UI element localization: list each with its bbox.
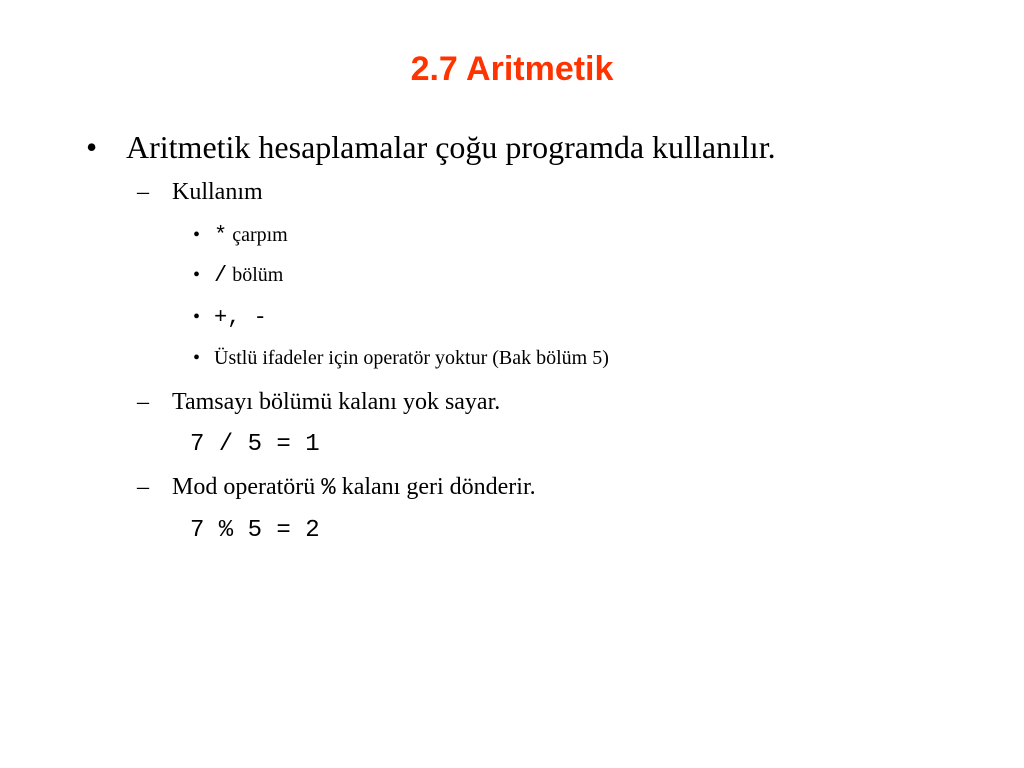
dash-marker: – (137, 179, 149, 205)
bullet-marker: • (193, 347, 201, 369)
divide-label: bölüm (227, 264, 284, 286)
dash-marker: – (137, 474, 149, 500)
exponent-note: Üstlü ifadeler için operatör yoktur (Bak bölüm 5) (214, 347, 609, 369)
usage-heading: Kullanım (172, 179, 263, 205)
bullet-marker: • (193, 306, 201, 328)
multiply-symbol: * (214, 223, 228, 248)
modulus-text-before: Mod operatörü (172, 474, 322, 500)
main-point-text: Aritmetik hesaplamalar çoğu programda kullanılır. (126, 129, 776, 165)
modulus-text-after: kalanı geri dönderir. (335, 474, 536, 500)
integer-division-expr: 7 / 5 (190, 431, 263, 458)
integer-division-text: Tamsayı bölümü kalanı yok sayar. (172, 389, 501, 415)
modulus-result: = 2 (262, 517, 320, 544)
dash-marker: – (137, 389, 149, 415)
modulus-expr: 7 % 5 (190, 517, 263, 544)
add-subtract-symbols: +, - (214, 305, 267, 330)
integer-division-result: = 1 (262, 431, 320, 458)
bullet-marker: • (86, 129, 98, 165)
multiply-label: çarpım (227, 224, 288, 246)
divide-symbol: / (214, 263, 228, 288)
bullet-marker: • (193, 224, 201, 246)
bullet-marker: • (193, 264, 201, 286)
slide-title: 2.7 Aritmetik (410, 50, 614, 88)
modulus-symbol: % (321, 475, 336, 502)
